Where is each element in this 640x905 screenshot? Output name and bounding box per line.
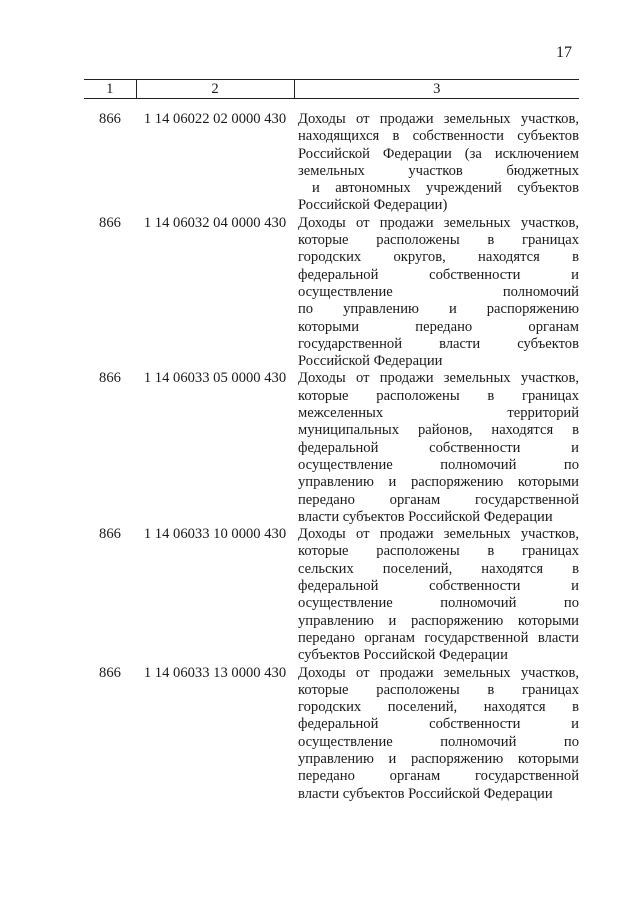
description-line: находящихся в собственности субъектов [298,128,579,145]
description-line: муниципальных районов, находятся в [298,422,579,439]
budget-classification-code-cell: 1 14 06022 02 0000 430 [143,111,287,127]
description-line: передано органам государственной [298,491,579,508]
header-row [84,80,579,99]
budget-classification-code-cell: 1 14 06033 10 0000 430 [143,526,287,543]
description-line: которые расположены в границах [298,387,579,404]
description-line: которые расположены в границах [298,681,579,698]
description-line: государственной власти субъектов [298,335,579,352]
description-line: Доходы от продажи земельных участков, [298,526,579,543]
budget-classification-code-cell: 1 14 06033 13 0000 430 [143,664,287,681]
description-line: федеральной собственности и [298,578,579,595]
table-row [84,526,579,664]
header-col-1: 1 [84,80,136,99]
description-line: городских округов, находятся в [298,249,579,266]
income-codes-table [84,79,579,803]
page-number: 17 [556,44,572,61]
description-line: федеральной собственности и [298,439,579,456]
description-line: управлению и распоряжению которыми [298,750,579,767]
description-line: Российской Федерации [298,353,443,370]
income-description-cell [294,370,579,526]
description-line: управлению и распоряжению которыми [298,612,579,629]
description-line: земельных участков бюджетных [298,162,579,179]
admin-code-cell: 866 [99,111,121,127]
description-line: городских поселений, находятся в [298,699,579,716]
description-line: и автономных учреждений субъектов [312,180,579,197]
admin-code-cell: 866 [99,370,121,387]
description-line: Доходы от продажи земельных участков, [298,111,579,127]
description-line: осуществление полномочий по [298,733,579,750]
description-line: Доходы от продажи земельных участков, [298,664,579,681]
description-line: передано органам государственной власти [298,629,579,646]
description-line: федеральной собственности и [298,266,579,283]
description-line: которые расположены в границах [298,543,579,560]
table-header [84,80,579,99]
description-line: Доходы от продажи земельных участков, [298,214,579,231]
description-line: которыми передано органам [298,318,579,335]
description-line: управлению и распоряжению которыми [298,474,579,491]
table-body [84,99,579,803]
income-description-cell [294,99,579,215]
income-description-cell [294,665,579,803]
description-line: власти субъектов Российской Федерации [298,785,553,802]
income-description-cell [294,215,579,371]
table-row [84,215,579,371]
description-line: сельских поселений, находятся в [298,560,579,577]
description-line: которые расположены в границах [298,232,579,249]
description-line: Доходы от продажи земельных участков, [298,370,579,387]
description-line: осуществление полномочий по [298,595,579,612]
table-row [84,370,579,526]
income-description-cell [294,526,579,664]
description-line: осуществление полномочий по [298,456,579,473]
table-row [84,99,579,215]
description-line: межселенных территорий [298,405,579,422]
header-col-2: 2 [136,80,294,99]
admin-code-cell: 866 [99,664,121,681]
header-col-3: 3 [294,80,579,99]
description-line: федеральной собственности и [298,716,579,733]
description-line: передано органам государственной [298,768,579,785]
budget-classification-code-cell: 1 14 06033 05 0000 430 [143,370,287,387]
description-line: по управлению и распоряжению [298,301,579,318]
admin-code-cell: 866 [99,214,121,231]
description-line: Российской Федерации (за исключением [298,145,579,162]
table-row [84,665,579,803]
description-line: субъектов Российской Федерации [298,647,508,664]
description-line: власти субъектов Российской Федерации [298,508,553,525]
admin-code-cell: 866 [99,526,121,543]
description-line: осуществление полномочий [298,283,579,300]
budget-classification-code-cell: 1 14 06032 04 0000 430 [143,214,287,231]
description-line: Российской Федерации) [298,197,448,214]
